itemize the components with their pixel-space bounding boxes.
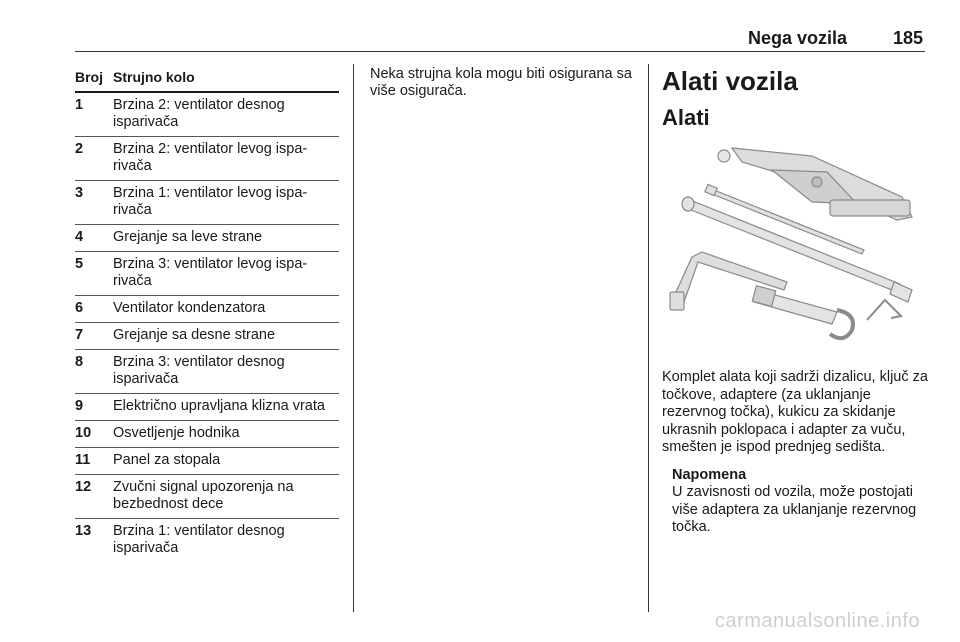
- row-text: Ventilator kondenzatora: [113, 300, 266, 316]
- row-number: 1: [75, 97, 84, 113]
- table-row: [75, 475, 339, 519]
- row-text: Brzina 3: ventilator desnog isparivača: [113, 354, 285, 387]
- row-number: 3: [75, 185, 84, 201]
- header-circuit: Strujno kolo: [113, 69, 195, 85]
- table-header: [75, 66, 339, 93]
- table-row: [75, 519, 339, 562]
- section-title: Alati vozila: [662, 66, 798, 96]
- fuse-table: [75, 66, 339, 562]
- table-row: [75, 252, 339, 296]
- table-row: [75, 448, 339, 475]
- header-number: Broj: [75, 69, 103, 85]
- row-text: Zvučni signal upozorenja na bezbednost dece: [113, 479, 294, 512]
- notice-text: U zavisnosti od vozila, može postojati više adaptera za uklanjanje rezervnog točka.: [672, 484, 917, 535]
- table-row: [75, 137, 339, 181]
- row-number: 4: [75, 229, 84, 245]
- row-text: Osvetljenje hodnika: [113, 425, 240, 441]
- table-row: [75, 394, 339, 421]
- row-text: Brzina 1: ventilator levog ispa-rivača: [113, 185, 308, 218]
- page-title: Nega vozila: [747, 28, 847, 48]
- row-number: 9: [75, 398, 84, 414]
- row-number: 5: [75, 256, 84, 272]
- towing-eye-icon: [752, 286, 901, 338]
- jack-icon: [718, 148, 912, 220]
- table-row: [75, 181, 339, 225]
- page-number: 185: [892, 28, 923, 48]
- tools-figure: [662, 142, 926, 352]
- tools-description: Komplet alata koji sadrži dizalicu, ključ za točkove, adaptere (za uklanjanje rezervnog točka), kukicu za skidanje ukrasnih poklopaca i adapter za vuču, smešten je ispod prednjeg sedišta.: [662, 369, 928, 455]
- row-number: 6: [75, 300, 84, 316]
- row-text: Električno upravljana klizna vrata: [113, 398, 325, 414]
- tools-section: [662, 64, 930, 537]
- row-number: 12: [75, 479, 92, 495]
- row-text: Brzina 1: ventilator desnog isparivača: [113, 523, 285, 556]
- notice-box: [662, 467, 930, 537]
- table-row: [75, 296, 339, 323]
- table-row: [75, 225, 339, 252]
- row-text: Grejanje sa leve strane: [113, 229, 263, 245]
- table-row: [75, 323, 339, 350]
- row-number: 10: [75, 425, 92, 441]
- column-divider: [648, 64, 649, 612]
- column-divider: [353, 64, 354, 612]
- row-text: Grejanje sa desne strane: [113, 327, 276, 343]
- watermark: carmanualsonline.info: [714, 610, 920, 632]
- row-number: 11: [75, 452, 91, 468]
- fuse-note: Neka strujna kola mogu biti osigurana sa više osigurača.: [370, 66, 632, 99]
- row-text: Brzina 3: ventilator levog ispa-rivača: [113, 256, 308, 289]
- table-row: [75, 350, 339, 394]
- row-number: 13: [75, 523, 92, 539]
- table-row: [75, 93, 339, 137]
- row-number: 2: [75, 141, 84, 157]
- section-subtitle: Alati: [662, 105, 710, 130]
- row-number: 8: [75, 354, 84, 370]
- page-header: [75, 28, 925, 52]
- row-text: Brzina 2: ventilator levog ispa-rivača: [113, 141, 308, 174]
- table-row: [75, 421, 339, 448]
- row-text: Panel za stopala: [113, 452, 221, 468]
- row-text: Brzina 2: ventilator desnog isparivača: [113, 97, 285, 130]
- row-number: 7: [75, 327, 84, 343]
- notice-title: Napomena: [672, 466, 747, 483]
